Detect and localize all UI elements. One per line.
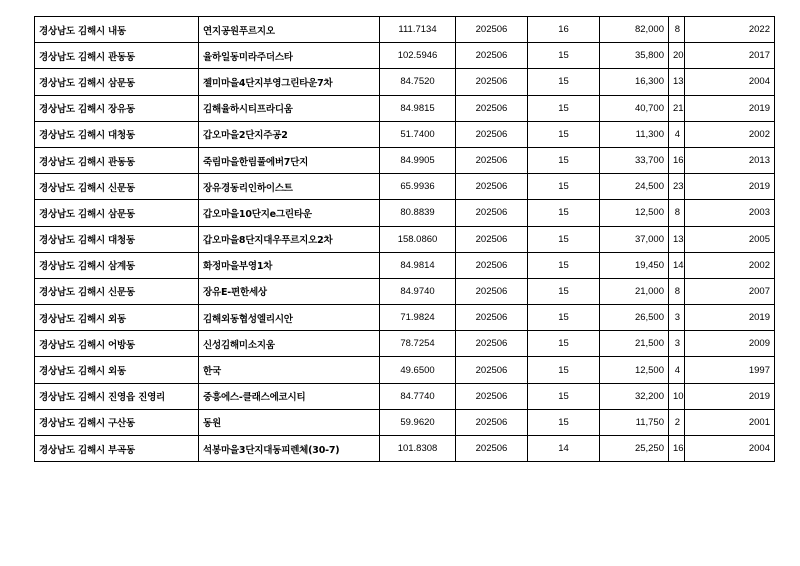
floor-cell: 23 bbox=[669, 174, 685, 200]
price-cell: 37,000 bbox=[600, 226, 669, 252]
floor-cell: 8 bbox=[669, 278, 685, 304]
built-year-cell: 2001 bbox=[685, 409, 775, 435]
region-cell: 경상남도 김해시 신문동 bbox=[35, 174, 199, 200]
contract-month-cell: 202506 bbox=[456, 409, 528, 435]
region-cell: 경상남도 김해시 삼문동 bbox=[35, 200, 199, 226]
built-year-cell: 2005 bbox=[685, 226, 775, 252]
area-cell: 84.7520 bbox=[380, 69, 456, 95]
table-row bbox=[35, 200, 775, 226]
complex-name-cell: 동원 bbox=[199, 409, 380, 435]
floor-cell: 16 bbox=[669, 147, 685, 173]
region-cell: 경상남도 김해시 대청동 bbox=[35, 121, 199, 147]
transaction-table bbox=[34, 16, 775, 462]
floor-cell: 20 bbox=[669, 43, 685, 69]
region-cell: 경상남도 김해시 삼계동 bbox=[35, 252, 199, 278]
price-cell: 33,700 bbox=[600, 147, 669, 173]
contract-day-cell: 15 bbox=[528, 252, 600, 278]
area-cell: 84.9814 bbox=[380, 252, 456, 278]
price-cell: 26,500 bbox=[600, 305, 669, 331]
contract-day-cell: 15 bbox=[528, 121, 600, 147]
floor-cell: 16 bbox=[669, 436, 685, 462]
floor-cell: 4 bbox=[669, 357, 685, 383]
contract-month-cell: 202506 bbox=[456, 200, 528, 226]
contract-month-cell: 202506 bbox=[456, 331, 528, 357]
floor-cell: 14 bbox=[669, 252, 685, 278]
region-cell: 경상남도 김해시 장유동 bbox=[35, 95, 199, 121]
contract-month-cell: 202506 bbox=[456, 43, 528, 69]
contract-day-cell: 15 bbox=[528, 174, 600, 200]
built-year-cell: 2019 bbox=[685, 383, 775, 409]
table-row bbox=[35, 226, 775, 252]
table-row bbox=[35, 331, 775, 357]
complex-name-cell: 중흥에스-클래스에코시티 bbox=[199, 383, 380, 409]
floor-cell: 3 bbox=[669, 305, 685, 331]
complex-name-cell: 석봉마을3단지대동피렌체(30-7) bbox=[199, 436, 380, 462]
built-year-cell: 2007 bbox=[685, 278, 775, 304]
complex-name-cell: 장유E-편한세상 bbox=[199, 278, 380, 304]
contract-month-cell: 202506 bbox=[456, 252, 528, 278]
area-cell: 84.9740 bbox=[380, 278, 456, 304]
price-cell: 25,250 bbox=[600, 436, 669, 462]
table-row bbox=[35, 43, 775, 69]
table-row bbox=[35, 147, 775, 173]
region-cell: 경상남도 김해시 신문동 bbox=[35, 278, 199, 304]
price-cell: 11,300 bbox=[600, 121, 669, 147]
contract-month-cell: 202506 bbox=[456, 226, 528, 252]
area-cell: 102.5946 bbox=[380, 43, 456, 69]
contract-day-cell: 15 bbox=[528, 147, 600, 173]
price-cell: 82,000 bbox=[600, 17, 669, 43]
region-cell: 경상남도 김해시 외동 bbox=[35, 357, 199, 383]
price-cell: 40,700 bbox=[600, 95, 669, 121]
region-cell: 경상남도 김해시 대청동 bbox=[35, 226, 199, 252]
built-year-cell: 2002 bbox=[685, 121, 775, 147]
floor-cell: 21 bbox=[669, 95, 685, 121]
region-cell: 경상남도 김해시 어방동 bbox=[35, 331, 199, 357]
table-row bbox=[35, 252, 775, 278]
area-cell: 65.9936 bbox=[380, 174, 456, 200]
complex-name-cell: 갑오마을2단지주공2 bbox=[199, 121, 380, 147]
table-row bbox=[35, 69, 775, 95]
region-cell: 경상남도 김해시 외동 bbox=[35, 305, 199, 331]
table-row bbox=[35, 383, 775, 409]
area-cell: 84.7740 bbox=[380, 383, 456, 409]
complex-name-cell: 연지공원푸르지오 bbox=[199, 17, 380, 43]
contract-day-cell: 15 bbox=[528, 200, 600, 226]
complex-name-cell: 젤미마을4단지부영그린타운7차 bbox=[199, 69, 380, 95]
contract-day-cell: 15 bbox=[528, 278, 600, 304]
built-year-cell: 2003 bbox=[685, 200, 775, 226]
area-cell: 71.9824 bbox=[380, 305, 456, 331]
contract-day-cell: 15 bbox=[528, 331, 600, 357]
floor-cell: 13 bbox=[669, 69, 685, 95]
region-cell: 경상남도 김해시 구산동 bbox=[35, 409, 199, 435]
table-row bbox=[35, 436, 775, 462]
contract-day-cell: 15 bbox=[528, 69, 600, 95]
floor-cell: 4 bbox=[669, 121, 685, 147]
area-cell: 84.9905 bbox=[380, 147, 456, 173]
contract-month-cell: 202506 bbox=[456, 95, 528, 121]
built-year-cell: 2002 bbox=[685, 252, 775, 278]
region-cell: 경상남도 김해시 관동동 bbox=[35, 43, 199, 69]
contract-month-cell: 202506 bbox=[456, 17, 528, 43]
table-row bbox=[35, 174, 775, 200]
contract-month-cell: 202506 bbox=[456, 147, 528, 173]
contract-day-cell: 15 bbox=[528, 383, 600, 409]
contract-month-cell: 202506 bbox=[456, 357, 528, 383]
price-cell: 21,000 bbox=[600, 278, 669, 304]
built-year-cell: 2022 bbox=[685, 17, 775, 43]
table-row bbox=[35, 121, 775, 147]
contract-day-cell: 16 bbox=[528, 17, 600, 43]
area-cell: 49.6500 bbox=[380, 357, 456, 383]
built-year-cell: 2019 bbox=[685, 305, 775, 331]
area-cell: 59.9620 bbox=[380, 409, 456, 435]
complex-name-cell: 신성김해미소지움 bbox=[199, 331, 380, 357]
built-year-cell: 2009 bbox=[685, 331, 775, 357]
price-cell: 16,300 bbox=[600, 69, 669, 95]
built-year-cell: 2013 bbox=[685, 147, 775, 173]
table-body bbox=[35, 17, 775, 462]
price-cell: 35,800 bbox=[600, 43, 669, 69]
built-year-cell: 2019 bbox=[685, 95, 775, 121]
contract-month-cell: 202506 bbox=[456, 278, 528, 304]
contract-day-cell: 15 bbox=[528, 226, 600, 252]
price-cell: 32,200 bbox=[600, 383, 669, 409]
table-row bbox=[35, 17, 775, 43]
contract-month-cell: 202506 bbox=[456, 305, 528, 331]
table-row bbox=[35, 357, 775, 383]
price-cell: 19,450 bbox=[600, 252, 669, 278]
built-year-cell: 1997 bbox=[685, 357, 775, 383]
contract-day-cell: 15 bbox=[528, 409, 600, 435]
contract-day-cell: 14 bbox=[528, 436, 600, 462]
contract-month-cell: 202506 bbox=[456, 174, 528, 200]
contract-month-cell: 202506 bbox=[456, 69, 528, 95]
complex-name-cell: 죽림마을한림풀에버7단지 bbox=[199, 147, 380, 173]
floor-cell: 8 bbox=[669, 17, 685, 43]
floor-cell: 10 bbox=[669, 383, 685, 409]
floor-cell: 3 bbox=[669, 331, 685, 357]
contract-day-cell: 15 bbox=[528, 43, 600, 69]
complex-name-cell: 율하일동미라주더스타 bbox=[199, 43, 380, 69]
region-cell: 경상남도 김해시 삼문동 bbox=[35, 69, 199, 95]
area-cell: 80.8839 bbox=[380, 200, 456, 226]
table-row bbox=[35, 278, 775, 304]
price-cell: 12,500 bbox=[600, 200, 669, 226]
contract-month-cell: 202506 bbox=[456, 121, 528, 147]
price-cell: 24,500 bbox=[600, 174, 669, 200]
complex-name-cell: 김해율하시티프라디움 bbox=[199, 95, 380, 121]
area-cell: 158.0860 bbox=[380, 226, 456, 252]
complex-name-cell: 갑오마을8단지대우푸르지오2차 bbox=[199, 226, 380, 252]
area-cell: 78.7254 bbox=[380, 331, 456, 357]
region-cell: 경상남도 김해시 진영읍 진영리 bbox=[35, 383, 199, 409]
contract-day-cell: 15 bbox=[528, 305, 600, 331]
floor-cell: 8 bbox=[669, 200, 685, 226]
built-year-cell: 2019 bbox=[685, 174, 775, 200]
area-cell: 111.7134 bbox=[380, 17, 456, 43]
area-cell: 51.7400 bbox=[380, 121, 456, 147]
floor-cell: 2 bbox=[669, 409, 685, 435]
price-cell: 21,500 bbox=[600, 331, 669, 357]
contract-month-cell: 202506 bbox=[456, 436, 528, 462]
table-row bbox=[35, 409, 775, 435]
region-cell: 경상남도 김해시 부곡동 bbox=[35, 436, 199, 462]
area-cell: 101.8308 bbox=[380, 436, 456, 462]
contract-day-cell: 15 bbox=[528, 95, 600, 121]
region-cell: 경상남도 김해시 관동동 bbox=[35, 147, 199, 173]
price-cell: 12,500 bbox=[600, 357, 669, 383]
table-row bbox=[35, 95, 775, 121]
complex-name-cell: 김해외동협성엘리시안 bbox=[199, 305, 380, 331]
built-year-cell: 2017 bbox=[685, 43, 775, 69]
complex-name-cell: 한국 bbox=[199, 357, 380, 383]
region-cell: 경상남도 김해시 내동 bbox=[35, 17, 199, 43]
complex-name-cell: 화정마을부영1차 bbox=[199, 252, 380, 278]
area-cell: 84.9815 bbox=[380, 95, 456, 121]
built-year-cell: 2004 bbox=[685, 69, 775, 95]
complex-name-cell: 갑오마을10단지e그린타운 bbox=[199, 200, 380, 226]
contract-month-cell: 202506 bbox=[456, 383, 528, 409]
contract-day-cell: 15 bbox=[528, 357, 600, 383]
complex-name-cell: 장유경동리인하이스트 bbox=[199, 174, 380, 200]
floor-cell: 13 bbox=[669, 226, 685, 252]
price-cell: 11,750 bbox=[600, 409, 669, 435]
table-row bbox=[35, 305, 775, 331]
built-year-cell: 2004 bbox=[685, 436, 775, 462]
